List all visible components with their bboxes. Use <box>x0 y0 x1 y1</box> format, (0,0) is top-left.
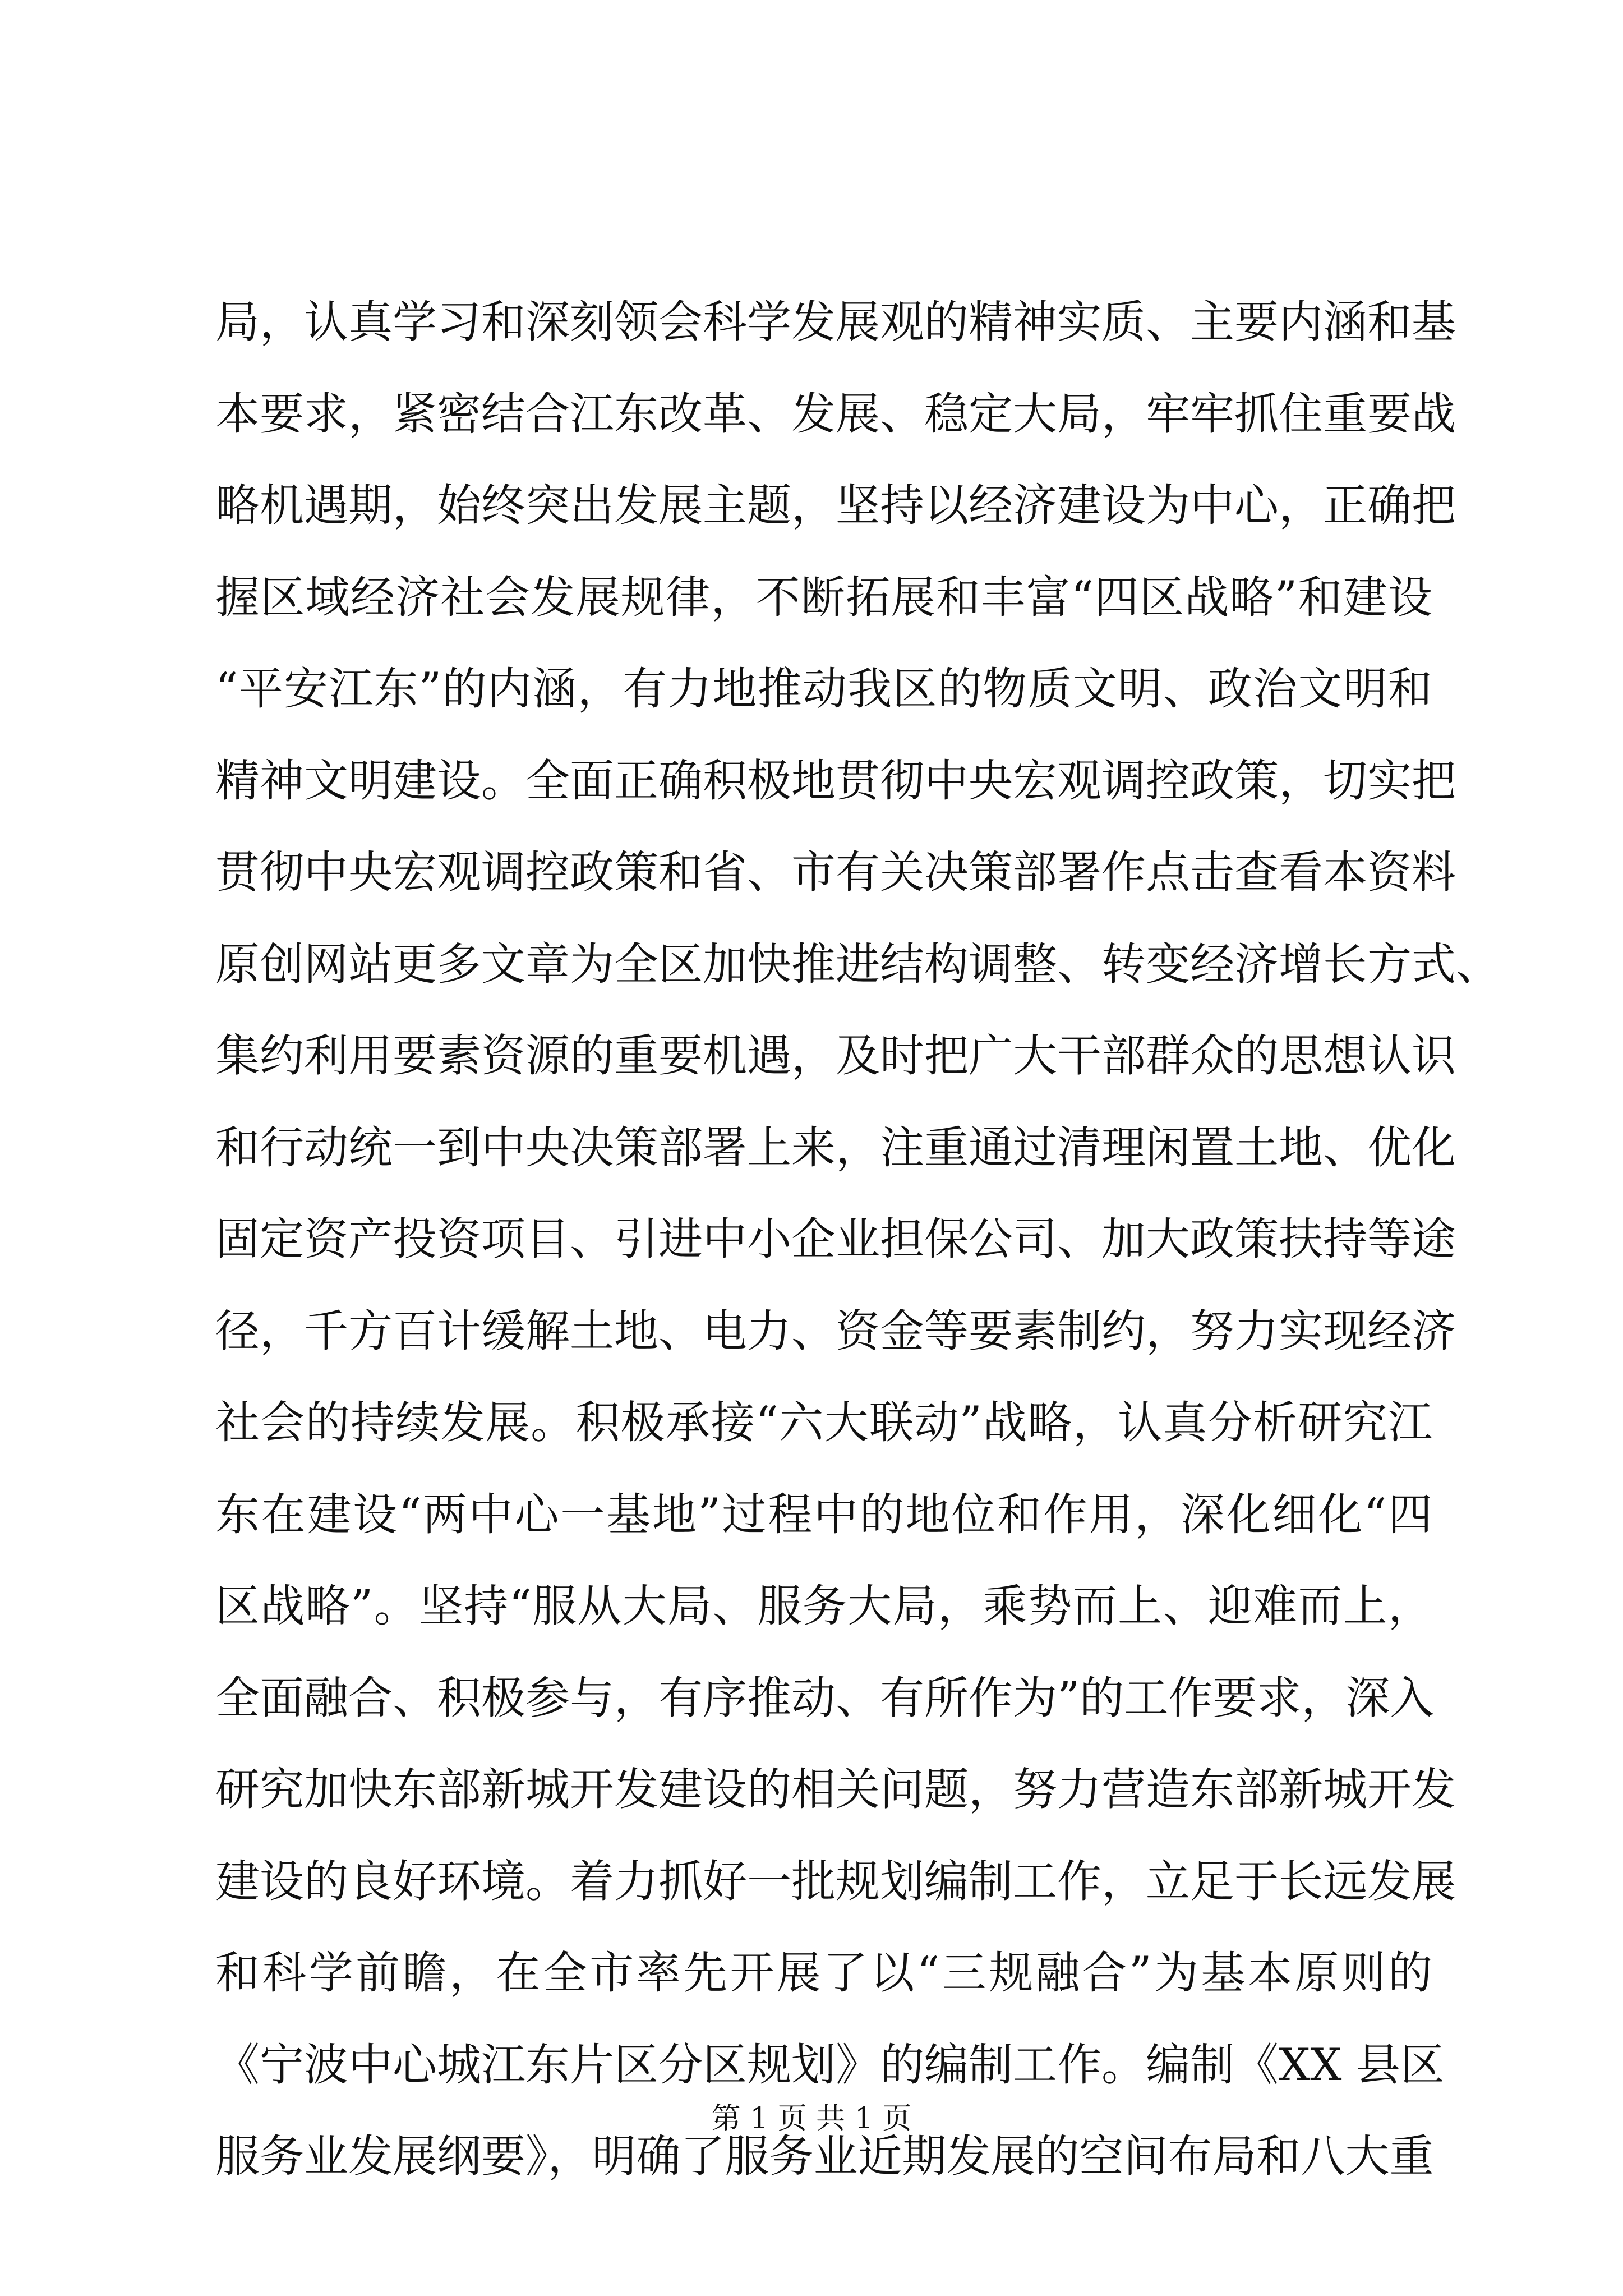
text-line-1: 局，认真学习和深刻领会科学发展观的精神实质、主要内涵和基 <box>215 296 1456 348</box>
text-line-2: 本要求，紧密结合江东改革、发展、稳定大局，牢牢抓住重要战 <box>215 388 1456 440</box>
text-line-9: 集约利用要素资源的重要机遇，及时把广大干部群众的思想认识 <box>215 1030 1456 1082</box>
text-line-13: 社会的持续发展。积极承接“六大联动”战略，认真分析研究江 <box>215 1397 1432 1448</box>
text-line-10: 和行动统一到中央决策部署上来，注重通过清理闲置土地、优化 <box>215 1121 1456 1174</box>
text-line-12: 径，千方百计缓解土地、电力、资金等要素制约，努力实现经济 <box>215 1305 1456 1357</box>
page-number-label: 第 1 页 共 1 页 <box>711 2102 912 2136</box>
text-line-15: 区战略”。坚持“服从大局、服务大局，乘势而上、迎难而上， <box>215 1580 1432 1632</box>
text-line-11: 固定资产投资项目、引进中小企业担保公司、加大政策扶持等途 <box>215 1213 1456 1265</box>
text-line-17: 研究加快东部新城开发建设的相关问题，努力营造东部新城开发 <box>215 1764 1456 1815</box>
text-line-5: “平安江东”的内涵，有力地推动我区的物质文明、政治文明和 <box>215 663 1432 715</box>
page-footer <box>0 2099 1623 2138</box>
text-line-21: 服务业发展纲要》，明确了服务业近期发展的空间布局和八大重 <box>215 2131 1434 2182</box>
text-line-14: 东在建设“两中心一基地”过程中的地位和作用，深化细化“四 <box>215 1488 1432 1540</box>
text-line-4: 握区域经济社会发展规律，不断拓展和丰富“四区战略”和建设 <box>215 571 1432 623</box>
text-line-16: 全面融合、积极参与，有序推动、有所作为”的工作要求，深入 <box>215 1672 1435 1724</box>
body-paragraph <box>215 293 1500 2219</box>
text-line-18: 建设的良好环境。着力抓好一批规划编制工作，立足于长远发展 <box>215 1855 1456 1907</box>
text-line-8: 原创网站更多文章为全区加快推进结构调整、转变经济增长方式、 <box>215 938 1500 990</box>
text-line-19: 和科学前瞻，在全市率先开展了以“三规融合”为基本原则的 <box>215 1947 1432 1999</box>
text-line-7: 贯彻中央宏观调控政策和省、市有关决策部署作点击查看本资料 <box>215 846 1456 898</box>
text-line-20: 《宁波中心城江东片区分区规划》的编制工作。编制《XX 县区 <box>215 2039 1445 2091</box>
text-line-3: 略机遇期，始终突出发展主题，坚持以经济建设为中心，正确把 <box>215 480 1456 531</box>
text-line-6: 精神文明建设。全面正确积极地贯彻中央宏观调控政策，切实把 <box>215 754 1456 807</box>
